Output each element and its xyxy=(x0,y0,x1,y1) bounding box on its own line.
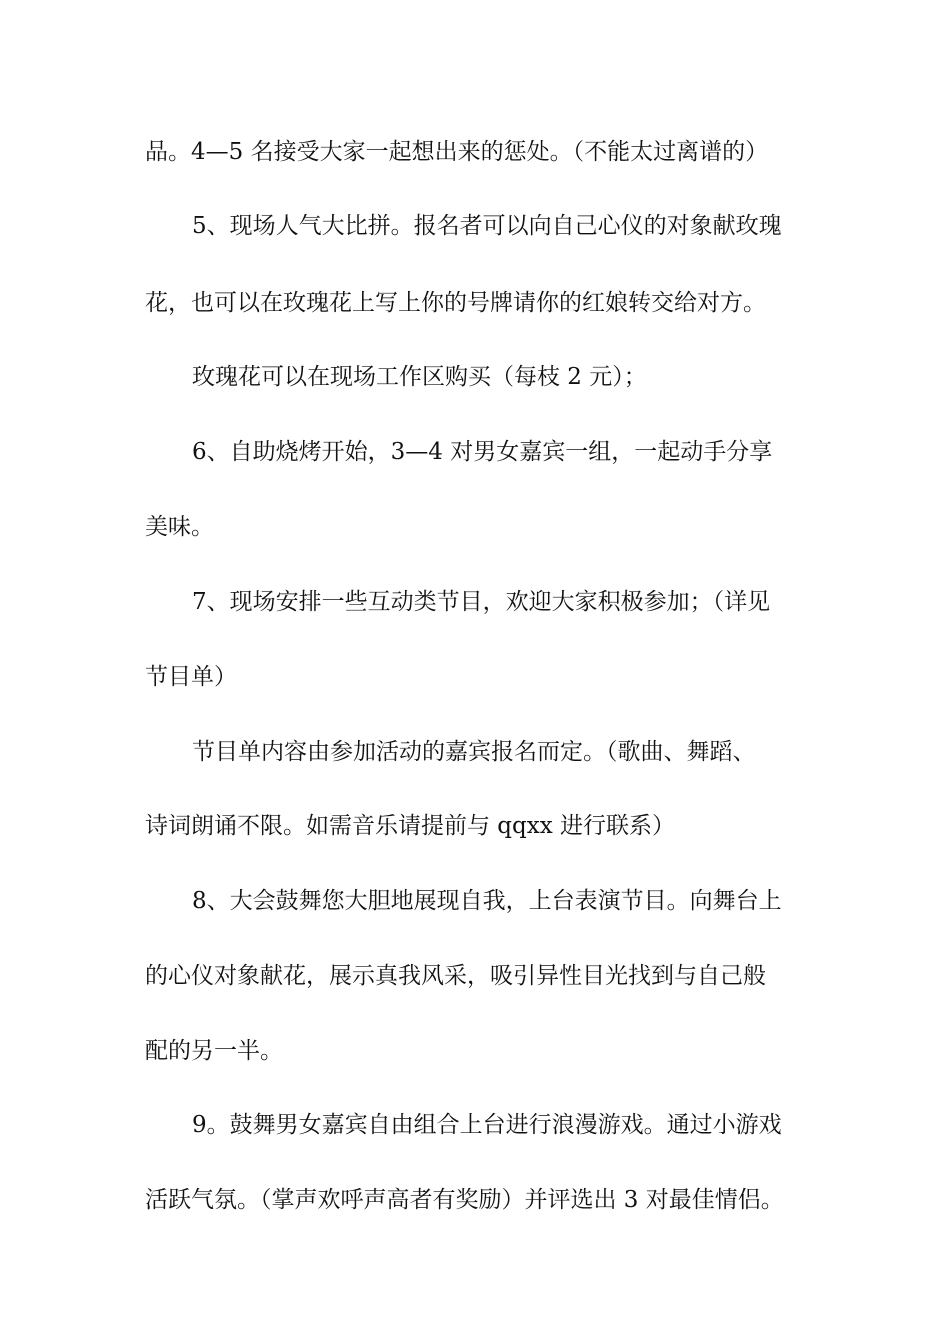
text-line: 配的另一半。 xyxy=(145,1038,283,1064)
text-line: 的心仪对象献花，展示真我风采，吸引异性目光找到与自己般 xyxy=(145,963,766,989)
text-line: 品。4—5 名接受大家一起想出来的惩处。（不能太过离谱的） xyxy=(145,139,769,165)
text-line: 活跃气氛。（掌声欢呼声高者有奖励）并评选出 3 对最佳情侣。 xyxy=(145,1187,784,1213)
text-line: 9。鼓舞男女嘉宾自由组合上台进行浪漫游戏。通过小游戏 xyxy=(192,1112,782,1138)
text-line: 5、现场人气大比拼。报名者可以向自己心仪的对象献玫瑰 xyxy=(192,213,782,239)
text-line: 节目单） xyxy=(145,664,237,690)
text-line: 美味。 xyxy=(145,514,214,540)
text-line: 诗词朗诵不限。如需音乐请提前与 qqxx 进行联系） xyxy=(145,813,676,839)
text-line: 节目单内容由参加活动的嘉宾报名而定。（歌曲、舞蹈、 xyxy=(192,739,756,765)
text-line: 6、自助烧烤开始，3—4 对男女嘉宾一组，一起动手分享 xyxy=(192,439,773,465)
text-line: 8、大会鼓舞您大胆地展现自我，上台表演节目。向舞台上 xyxy=(192,888,782,914)
text-line: 玫瑰花可以在现场工作区购买（每枝 2 元）； xyxy=(192,364,647,390)
text-line: 7、现场安排一些互动类节目，欢迎大家积极参加；（详见 xyxy=(192,589,771,615)
text-line: 花，也可以在玫瑰花上写上你的号牌请你的红娘转交给对方。 xyxy=(145,290,766,316)
